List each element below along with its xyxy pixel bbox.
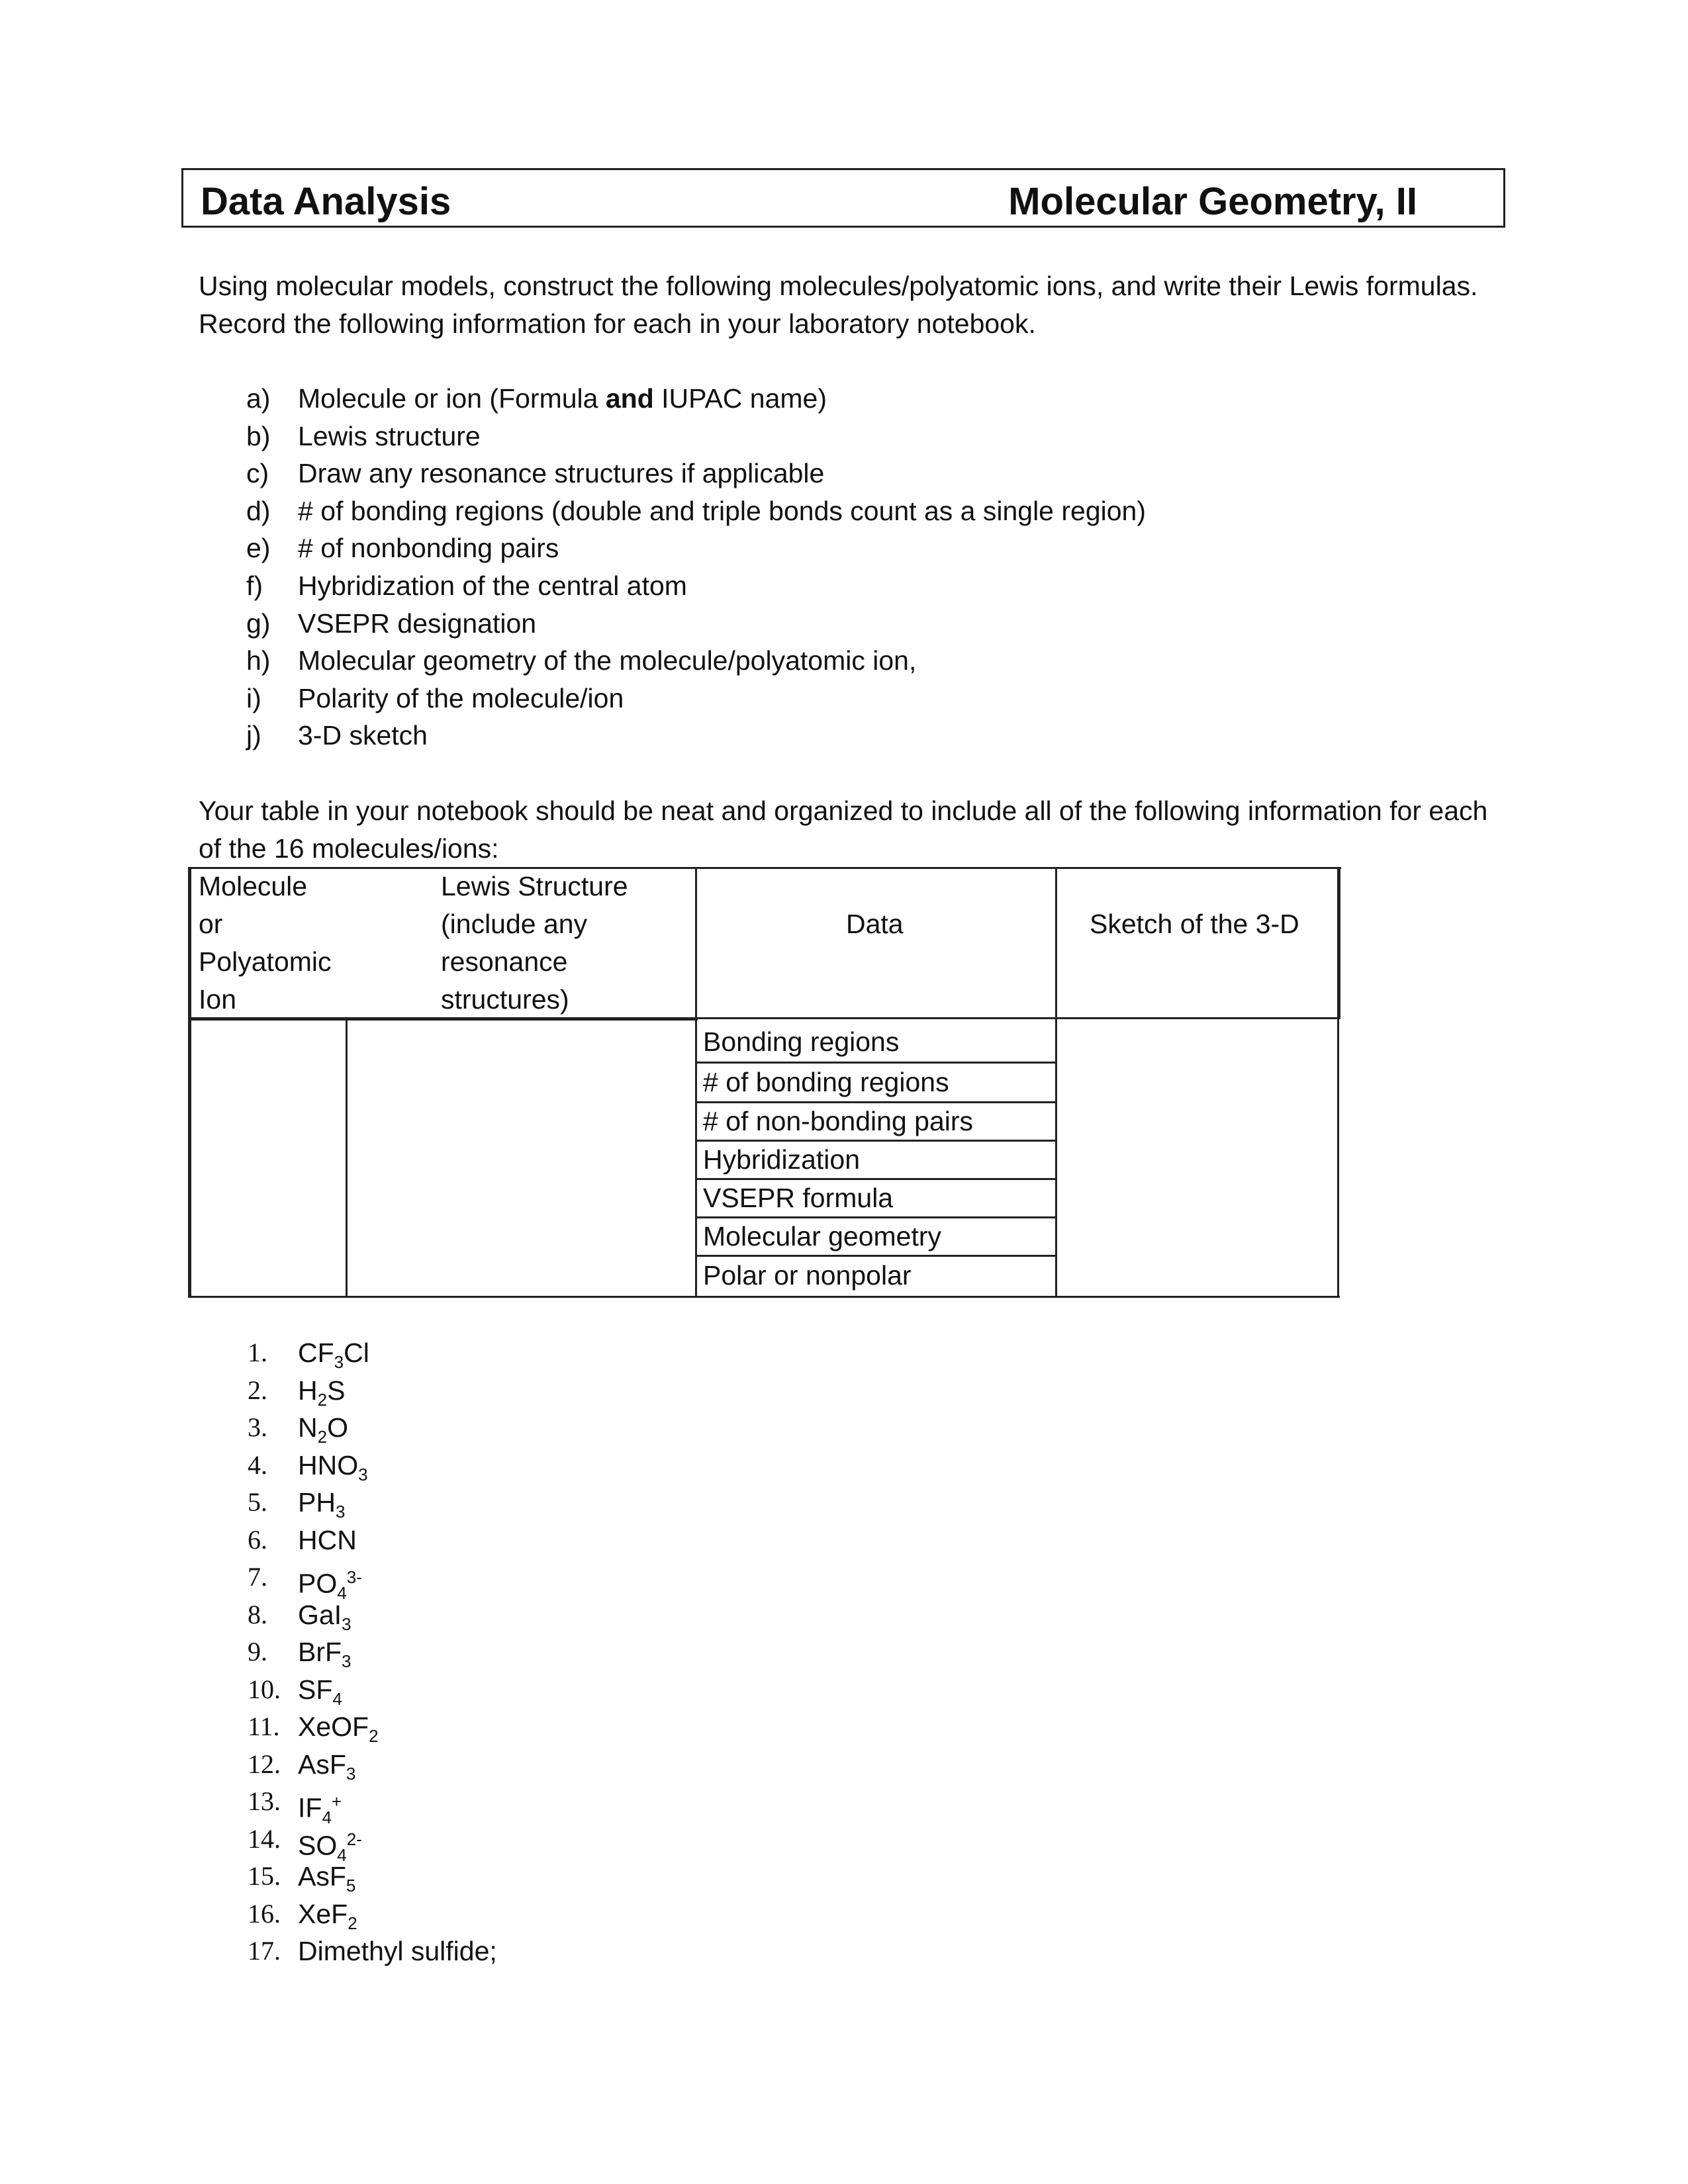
info-list-text: Draw any resonance structures if applicable [298,458,825,489]
intro-paragraph: Using molecular models, construct the following molecules/polyatomic ions, and write their Lewis formulas. Record the following information for each in your laboratory notebook. [199,271,1478,339]
info-list-letter: i) [246,682,261,713]
info-list-item [246,455,1146,492]
molecule-number: 2. [248,1375,267,1405]
molecule-item [248,1671,497,1709]
data-row-polarity: Polar or nonpolar [703,1260,912,1291]
data-row-molecular-geometry: Molecular geometry [703,1221,942,1251]
info-list-item [246,642,1146,680]
molecule-number: 3. [248,1412,267,1442]
molecule-number: 10. [248,1674,281,1704]
molecule-item [248,1522,497,1559]
molecule-number: 11. [248,1711,280,1741]
molecule-formula: $IF_4^+$ [298,1792,342,1827]
molecule-list [248,1334,497,1970]
data-row-num-nonbonding-pairs: # of non-bonding pairs [703,1106,974,1136]
title-box [181,168,1505,228]
info-list [246,380,1146,754]
info-list-letter: b) [246,420,271,451]
info-list-letter: g) [246,608,271,639]
table-header-sketch: Sketch of the 3-D [1090,909,1299,939]
molecule-item [248,1596,497,1634]
molecule-formula: HCN [298,1524,357,1555]
molecule-number: 8. [248,1599,267,1629]
table-header-molecule: Molecule or Polyatomic Ion [199,871,332,1015]
molecule-number: 13. [248,1786,281,1816]
info-list-text: 3-D sketch [298,720,428,751]
molecule-formula: Dimethyl sulfide; [298,1936,497,1966]
molecule-item [248,1633,497,1671]
molecule-item [248,1895,497,1933]
molecule-item [248,1933,497,1970]
molecule-formula: $H_2S$ [298,1375,346,1410]
document-title: Molecular Geometry, II [1008,180,1417,223]
molecule-item [248,1821,497,1865]
molecule-formula: XeOF$_2$ [298,1711,379,1747]
info-list-text: # of bonding regions (double and triple bonds count as a single region) [298,495,1146,526]
molecule-item [248,1746,497,1784]
data-row-num-bonding-regions: # of bonding regions [703,1067,949,1097]
info-list-letter: j) [246,720,261,751]
molecule-item [248,1858,497,1895]
molecule-item [248,1708,497,1746]
table-header-lewis-structure: Lewis Structure (include any resonance structures) [441,871,628,1015]
molecule-number: 14. [248,1823,281,1854]
molecule-number: 5. [248,1487,267,1517]
info-list-letter: h) [246,645,271,676]
molecule-formula: $HNO_3$ [298,1449,368,1484]
molecule-formula: $SO_4^{2-}$ [298,1829,362,1865]
molecule-number: 1. [248,1338,267,1367]
info-list-item [246,567,1146,605]
molecule-formula: BrF$_3$ [298,1637,352,1672]
info-list-text: Hybridization of the central atom [298,570,687,601]
molecule-number: 7. [248,1562,267,1592]
info-list-text: # of nonbonding pairs [298,533,559,564]
info-list-letter: f) [246,570,263,601]
info-list-item [246,529,1146,567]
info-list-item [246,680,1146,717]
molecule-item [248,1447,497,1484]
molecule-number: 12. [248,1749,281,1779]
molecule-item [248,1559,497,1603]
molecule-item [248,1409,497,1447]
info-list-item [246,380,1146,418]
table-header-data: Data [846,909,904,939]
molecule-formula: GaI$_3$ [298,1599,352,1634]
info-list-text: VSEPR designation [298,608,537,639]
molecule-formula: $CF_3Cl$ [298,1338,369,1373]
molecule-formula: AsF$_3$ [298,1749,356,1784]
info-list-item [246,605,1146,643]
info-list-letter: c) [246,458,269,489]
table-intro-paragraph: Your table in your notebook should be neat and organized to include all of the following information for each of the 16 molecules/ions: [199,796,1488,864]
info-list-text: Polarity of the molecule/ion [298,682,624,713]
molecule-number: 17. [248,1936,281,1966]
molecule-number: 16. [248,1898,281,1929]
molecule-number: 9. [248,1637,267,1666]
data-row-bonding-regions: Bonding regions [703,1026,900,1057]
info-list-letter: a) [246,383,271,414]
section-title: Data Analysis [201,180,451,223]
molecule-item [248,1484,497,1522]
info-list-letter: e) [246,533,271,564]
molecule-number: 4. [248,1449,267,1480]
molecule-number: 15. [248,1861,281,1891]
info-list-text: Lewis structure [298,420,481,451]
molecule-formula: $PH_3$ [298,1487,346,1522]
info-list-item [246,717,1146,754]
info-list-letter: d) [246,495,271,526]
info-list-item [246,418,1146,455]
molecule-item [248,1334,497,1372]
molecule-item [248,1783,497,1827]
data-row-vsepr-formula: VSEPR formula [703,1183,894,1213]
info-list-text: Molecule or ion (Formula and IUPAC name) [298,383,827,414]
molecule-formula: $N_2O$ [298,1412,348,1447]
molecule-number: 6. [248,1524,267,1555]
molecule-formula: $SF_4$ [298,1674,342,1709]
info-list-item [246,492,1146,530]
molecule-item [248,1372,497,1410]
data-row-hybridization: Hybridization [703,1144,860,1175]
molecule-formula: $PO_4^{3-}$ [298,1567,362,1603]
molecule-formula: XeF$_2$ [298,1898,357,1933]
info-list-text: Molecular geometry of the molecule/polyatomic ion, [298,645,917,676]
molecule-formula: AsF$_5$ [298,1861,356,1896]
